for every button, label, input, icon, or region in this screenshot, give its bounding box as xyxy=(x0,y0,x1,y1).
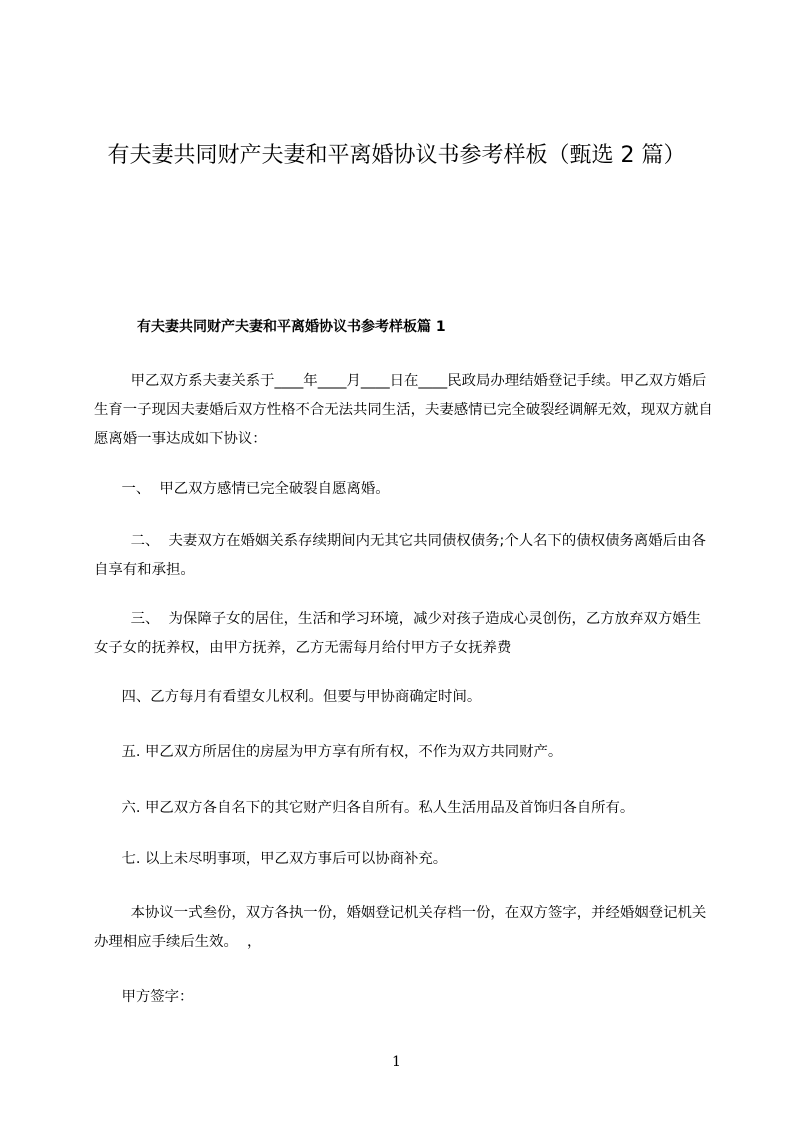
clause-6: 六. 甲乙双方各自名下的其它财产归各自所有。私人生活用品及首饰归各自所有。 xyxy=(94,800,635,816)
page-number: 1 xyxy=(392,1054,401,1070)
signature-line-party-a: 甲方签字： xyxy=(94,989,194,1005)
section-heading: 有夫妻共同财产夫妻和平离婚协议书参考样板篇 1 xyxy=(137,319,446,335)
closing-paragraph: 本协议一式叁份，双方各执一份，婚姻登记机关存档一份，在双方签字，并经婚姻登记机关办理相应手续后生效。 ， xyxy=(94,905,707,950)
clause-5: 五. 甲乙双方所居住的房屋为甲方享有所有权，不作为双方共同财产。 xyxy=(94,744,563,760)
clause-3: 三、 为保障子女的居住，生活和学习环境，减少对孩子造成心灵创伤，乙方放弃双方婚生女子女的抚养权，由甲方抚养，乙方无需每月给付甲方子女抚养费 xyxy=(94,611,701,656)
clause-1: 一、 甲乙双方感情已完全破裂自愿离婚。 xyxy=(94,481,390,497)
document-title: 有夫妻共同财产夫妻和平离婚协议书参考样板（甄选 2 篇） xyxy=(107,143,686,168)
clause-2: 二、 夫妻双方在婚姻关系存续期间内无其它共同债权债务;个人名下的债权债务离婚后由各自享有和承担。 xyxy=(94,533,706,578)
clause-4: 四、乙方每月有看望女儿权利。但要与甲协商确定时间。 xyxy=(94,689,482,705)
clause-7: 七. 以上未尽明事项，甲乙双方事后可以协商补充。 xyxy=(94,851,448,867)
intro-paragraph: 甲乙双方系夫妻关系于____年____月____日在____民政局办理结婚登记手续。甲乙双方婚后生育一子现因夫妻婚后双方性格不合无法共同生活，夫妻感情已完全破裂经调解无效，现双方就自愿离婚一事达成如下协议： xyxy=(94,373,713,447)
